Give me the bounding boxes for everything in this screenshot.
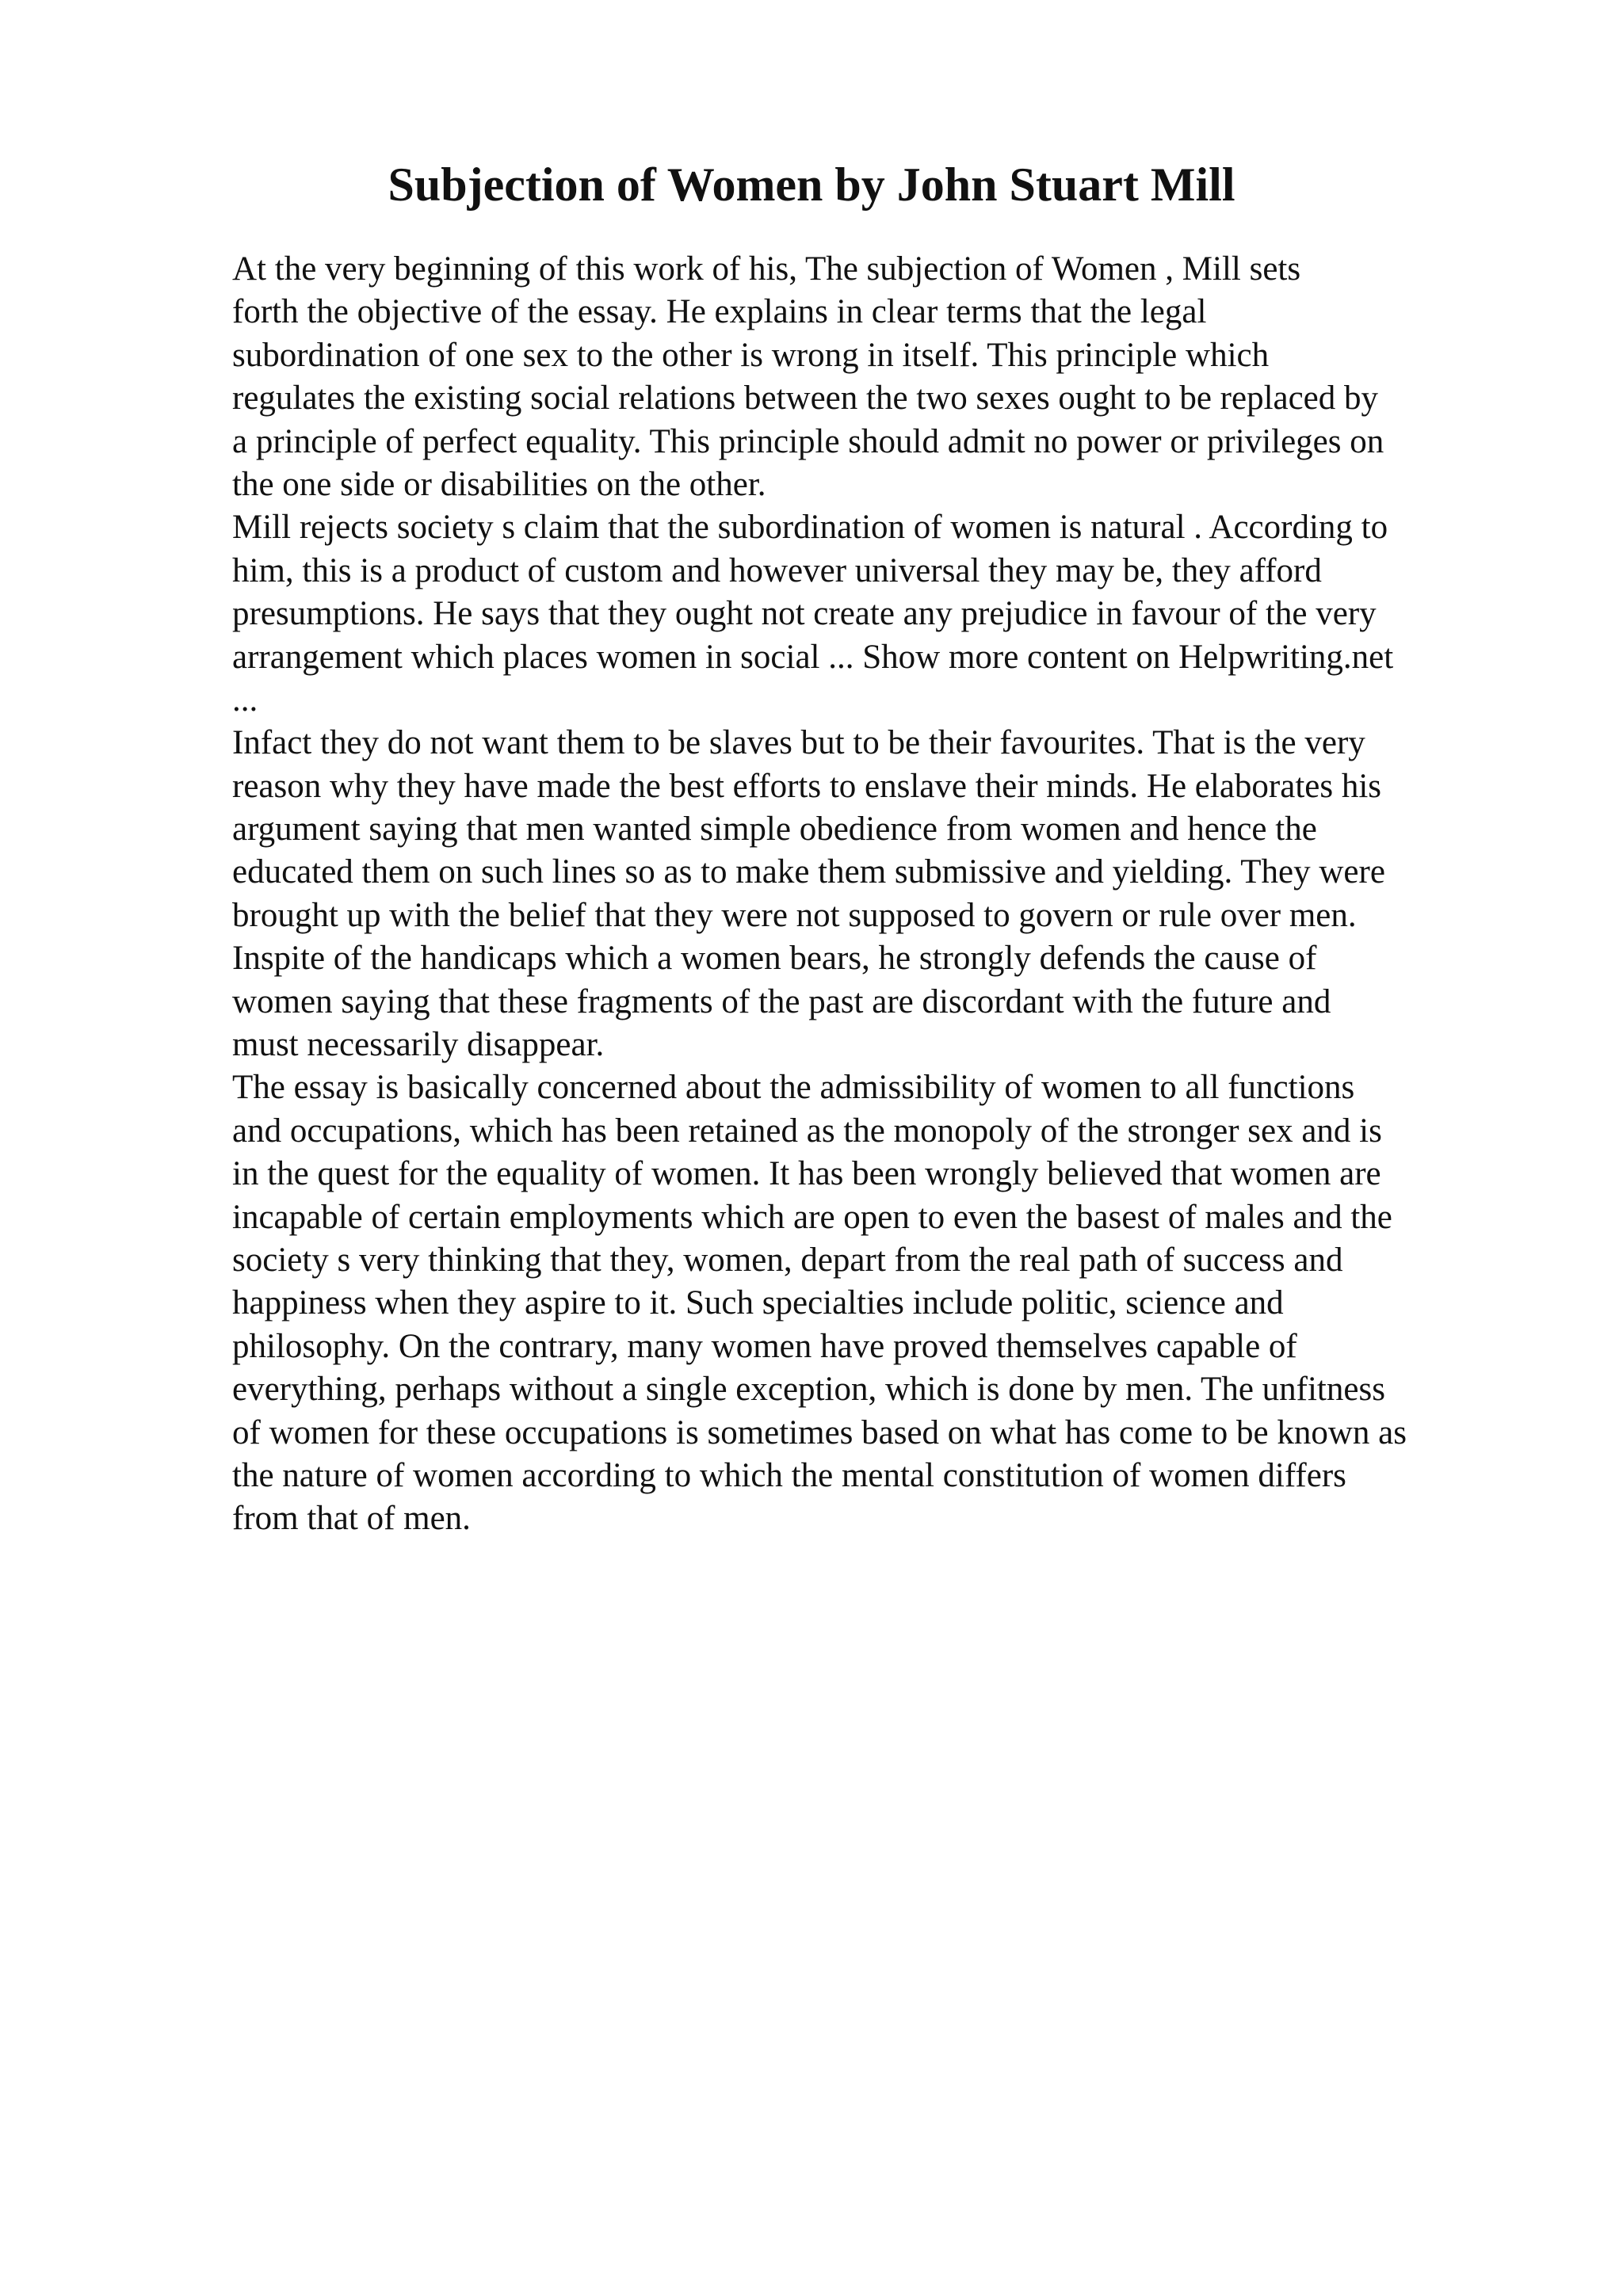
text-line: him, this is a product of custom and however universal they may be, they afford: [232, 551, 1322, 589]
text-line: arrangement which places women in social ... Show more content on Helpwriting.net: [232, 638, 1394, 676]
text-line: Inspite of the handicaps which a women bears, he strongly defends the cause of: [232, 940, 1317, 978]
text-line: philosophy. On the contrary, many women have proved themselves capable of: [232, 1327, 1297, 1365]
text-line: society s very thinking that they, women, depart from the real path of success and: [232, 1241, 1343, 1279]
text-line: reason why they have made the best efforts to enslave their minds. He elaborates his: [232, 767, 1382, 805]
text-line: and occupations, which has been retained as the monopoly of the stronger sex and is: [232, 1112, 1382, 1150]
text-line: the nature of women according to which the mental constitution of women differs: [232, 1456, 1346, 1494]
text-line: The essay is basically concerned about the admissibility of women to all functions: [232, 1069, 1355, 1107]
text-line: of women for these occupations is sometimes based on what has come to be known as: [232, 1413, 1407, 1451]
text-line: brought up with the belief that they were not supposed to govern or rule over men.: [232, 896, 1357, 934]
text-line: subordination of one sex to the other is wrong in itself. This principle which: [232, 336, 1270, 374]
text-line: the one side or disabilities on the other.: [232, 465, 766, 503]
text-line: women saying that these fragments of the past are discordant with the future and: [232, 982, 1331, 1020]
document-body: [232, 248, 1564, 1541]
text-line: educated them on such lines so as to make them submissive and yielding. They were: [232, 853, 1385, 891]
text-line: ...: [232, 681, 258, 719]
text-line: forth the objective of the essay. He explains in clear terms that the legal: [232, 293, 1207, 331]
text-line: regulates the existing social relations between the two sexes ought to be replaced by: [232, 379, 1379, 418]
text-line: Mill rejects society s claim that the subordination of women is natural . According to: [232, 509, 1388, 547]
text-line: happiness when they aspire to it. Such specialties include politic, science and: [232, 1284, 1284, 1322]
document-title: Subjection of Women by John Stuart Mill: [388, 158, 1235, 211]
text-line: from that of men.: [232, 1500, 471, 1538]
text-line: presumptions. He says that they ought not create any prejudice in favour of the very: [232, 595, 1377, 633]
text-line: must necessarily disappear.: [232, 1026, 605, 1064]
text-line: a principle of perfect equality. This principle should admit no power or privileges on: [232, 422, 1384, 460]
text-line: incapable of certain employments which are open to even the basest of males and the: [232, 1198, 1392, 1236]
text-line: everything, perhaps without a single exception, which is done by men. The unfitness: [232, 1371, 1385, 1409]
text-line: argument saying that men wanted simple obedience from women and hence the: [232, 810, 1317, 849]
text-line: Infact they do not want them to be slaves but to be their favourites. That is the very: [232, 724, 1365, 762]
text-line: At the very beginning of this work of his, The subjection of Women , Mill sets: [232, 250, 1301, 288]
text-line: in the quest for the equality of women. It has been wrongly believed that women are: [232, 1155, 1381, 1193]
